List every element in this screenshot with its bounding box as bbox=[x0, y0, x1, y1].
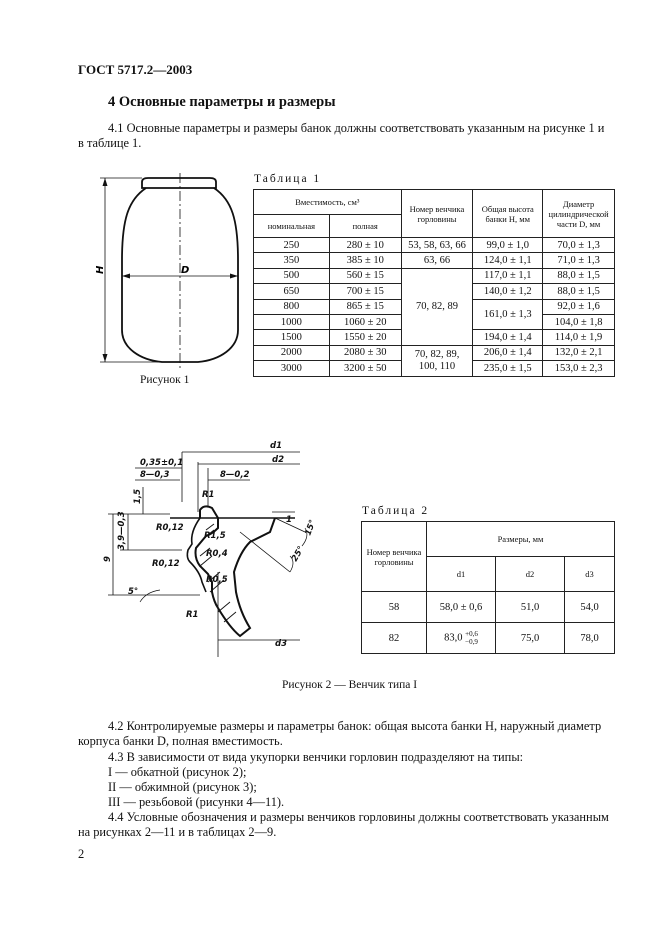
label-8-03: 8—0,3 bbox=[140, 470, 170, 480]
label-r0-4: R0,4 bbox=[206, 549, 228, 559]
cell: 235,0 ± 1,5 bbox=[473, 361, 543, 376]
cell: 54,0 bbox=[565, 592, 615, 623]
label-5-deg: 5° bbox=[128, 587, 139, 597]
para-4-1-line2: в таблице 1. bbox=[78, 136, 142, 150]
cell: 88,0 ± 1,5 bbox=[543, 284, 615, 299]
cell: 63, 66 bbox=[401, 253, 473, 268]
section-title: 4 Основные параметры и размеры bbox=[108, 94, 336, 110]
page-number: 2 bbox=[78, 847, 85, 861]
label-d3: d3 bbox=[275, 639, 287, 649]
cell: 75,0 bbox=[496, 623, 565, 654]
para-4-4-line2: на рисунках 2—11 и в таблицах 2—9. bbox=[78, 825, 277, 839]
th-full: полная bbox=[329, 215, 401, 238]
table-row bbox=[254, 268, 615, 283]
para-4-2-line2: корпуса банки D, полная вместимость. bbox=[78, 734, 283, 748]
cell: 117,0 ± 1,1 bbox=[473, 268, 543, 283]
label-r0-12-b: R0,12 bbox=[152, 559, 180, 569]
cell: 3000 bbox=[254, 361, 330, 376]
cell bbox=[427, 623, 496, 654]
cell: 280 ± 10 bbox=[329, 238, 401, 253]
label-r0-5: R0,5 bbox=[206, 575, 228, 585]
cell: 700 ± 15 bbox=[329, 284, 401, 299]
table-1 bbox=[253, 189, 615, 377]
th-d1: d1 bbox=[427, 557, 496, 592]
label-3-9: 3,9—0,3 bbox=[117, 511, 127, 550]
cell: 350 bbox=[254, 253, 330, 268]
cell: 70, 82, 89, 100, 110 bbox=[401, 345, 473, 376]
d1-value: 83,0 bbox=[444, 632, 463, 644]
label-H: H bbox=[95, 265, 106, 274]
figure-2-neck-drawing bbox=[100, 432, 330, 662]
label-r1-top: R1 bbox=[202, 490, 215, 500]
cell: 650 bbox=[254, 284, 330, 299]
label-15-deg: 15° bbox=[303, 518, 319, 538]
cell: 70, 82, 89 bbox=[401, 268, 473, 345]
cell: 70,0 ± 1,3 bbox=[543, 238, 615, 253]
label-D: D bbox=[181, 265, 190, 276]
cell: 161,0 ± 1,3 bbox=[473, 299, 543, 330]
type-2: II — обжимной (рисунок 3); bbox=[108, 780, 257, 794]
cell: 1550 ± 20 bbox=[329, 330, 401, 345]
cell: 1060 ± 20 bbox=[329, 314, 401, 329]
cell: 1000 bbox=[254, 314, 330, 329]
label-r1-bottom: R1 bbox=[186, 610, 199, 620]
label-8-02: 8—0,2 bbox=[220, 470, 250, 480]
cell: 124,0 ± 1,1 bbox=[473, 253, 543, 268]
th-capacity: Вместимость, см³ bbox=[254, 190, 402, 215]
label-9: 9 bbox=[103, 556, 113, 562]
cell: 1500 bbox=[254, 330, 330, 345]
table-row bbox=[254, 253, 615, 268]
cell: 865 ± 15 bbox=[329, 299, 401, 314]
label-25-deg: 25° bbox=[289, 544, 307, 564]
table-row bbox=[254, 238, 615, 253]
para-4-3: 4.3 В зависимости от вида укупорки венчики горловин подразделяют на типы: bbox=[108, 750, 524, 764]
label-d2: d2 bbox=[272, 455, 284, 465]
table-2-title: Таблица 2 bbox=[362, 505, 430, 517]
para-4-2-line1: 4.2 Контролируемые размеры и параметры банок: общая высота банки H, наружный диаметр bbox=[108, 719, 602, 733]
d1-tolerance bbox=[465, 630, 478, 646]
cell: 194,0 ± 1,4 bbox=[473, 330, 543, 345]
cell: 114,0 ± 1,9 bbox=[543, 330, 615, 345]
standard-header: ГОСТ 5717.2—2003 bbox=[78, 62, 193, 77]
figure-1-jar-drawing bbox=[92, 170, 252, 370]
cell: 71,0 ± 1,3 bbox=[543, 253, 615, 268]
tol-up: +0,6 bbox=[465, 630, 478, 638]
cell: 153,0 ± 2,3 bbox=[543, 361, 615, 376]
table-row bbox=[362, 623, 615, 654]
label-d1: d1 bbox=[270, 441, 282, 451]
para-4-4-line1: 4.4 Условные обозначения и размеры венчиков горловины должны соответствовать указанным bbox=[108, 810, 609, 824]
cell: 99,0 ± 1,0 bbox=[473, 238, 543, 253]
cell: 82 bbox=[362, 623, 427, 654]
figure-1-caption: Рисунок 1 bbox=[140, 374, 190, 386]
table-row bbox=[362, 592, 615, 623]
cell: 500 bbox=[254, 268, 330, 283]
label-r0-12-a: R0,12 bbox=[156, 523, 184, 533]
cell: 92,0 ± 1,6 bbox=[543, 299, 615, 314]
table-2 bbox=[361, 521, 615, 654]
cell: 88,0 ± 1,5 bbox=[543, 268, 615, 283]
th-d2: d2 bbox=[496, 557, 565, 592]
cell: 800 bbox=[254, 299, 330, 314]
cell: 385 ± 10 bbox=[329, 253, 401, 268]
cell: 58 bbox=[362, 592, 427, 623]
th-nominal: номинальная bbox=[254, 215, 330, 238]
cell: 3200 ± 50 bbox=[329, 361, 401, 376]
cell: 140,0 ± 1,2 bbox=[473, 284, 543, 299]
th-diameter: Диаметр цилиндрической части D, мм bbox=[543, 190, 615, 238]
label-1-5: 1,5 bbox=[133, 488, 143, 504]
label-r1-5: R1,5 bbox=[204, 531, 226, 541]
type-3: III — резьбовой (рисунки 4—11). bbox=[108, 795, 285, 809]
cell: 206,0 ± 1,4 bbox=[473, 345, 543, 360]
label-1: 1 bbox=[286, 515, 292, 525]
para-4-1-line1: 4.1 Основные параметры и размеры банок должны соответствовать указанным на рисунке 1 и bbox=[108, 121, 605, 135]
th-neck: Номер венчика горловины bbox=[362, 522, 427, 592]
cell: 560 ± 15 bbox=[329, 268, 401, 283]
cell: 104,0 ± 1,8 bbox=[543, 314, 615, 329]
table-row bbox=[254, 345, 615, 360]
cell: 78,0 bbox=[565, 623, 615, 654]
table-1-title: Таблица 1 bbox=[254, 173, 322, 185]
th-d3: d3 bbox=[565, 557, 615, 592]
cell: 58,0 ± 0,6 bbox=[427, 592, 496, 623]
cell: 53, 58, 63, 66 bbox=[401, 238, 473, 253]
cell: 51,0 bbox=[496, 592, 565, 623]
th-sizes: Размеры, мм bbox=[427, 522, 615, 557]
type-1: I — обкатной (рисунок 2); bbox=[108, 765, 247, 779]
tol-down: −0,9 bbox=[465, 638, 478, 646]
figure-2-caption: Рисунок 2 — Венчик типа I bbox=[282, 679, 418, 691]
label-0-35: 0,35±0,1 bbox=[140, 458, 184, 468]
cell: 250 bbox=[254, 238, 330, 253]
th-height: Общая высота банки H, мм bbox=[473, 190, 543, 238]
cell: 2000 bbox=[254, 345, 330, 360]
cell: 2080 ± 30 bbox=[329, 345, 401, 360]
th-neck: Номер венчика горловины bbox=[401, 190, 473, 238]
cell: 132,0 ± 2,1 bbox=[543, 345, 615, 360]
